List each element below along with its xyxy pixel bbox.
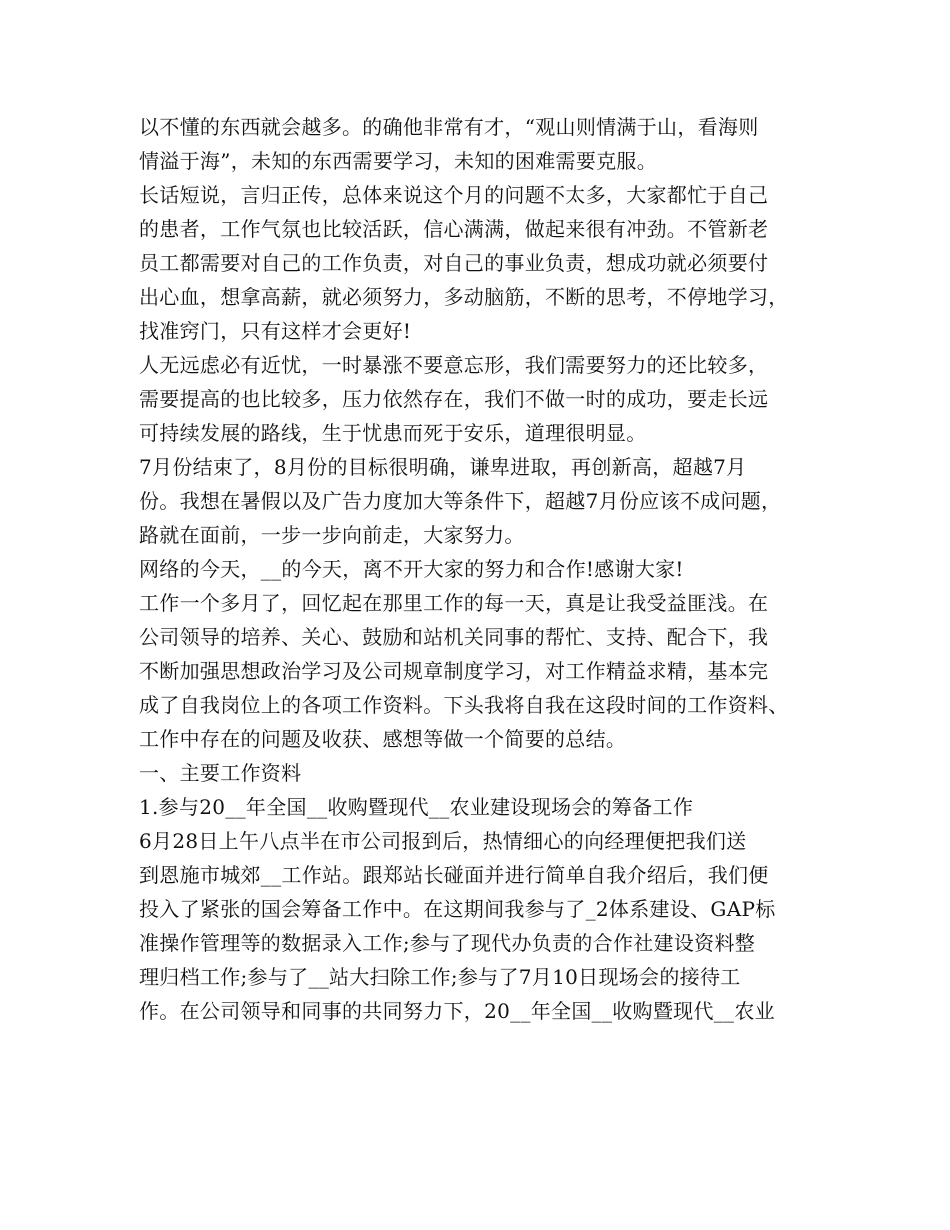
text-line: 准操作管理等的数据录入工作;参与了现代办负责的合作社建设资料整 (139, 931, 756, 955)
text-line: 不断加强思想政治学习及公司规章制度学习，对工作精益求精，基本完 (139, 659, 769, 683)
text-line: 出心血，想拿高薪，就必须努力，多动脑筋，不断的思考，不停地学习， (139, 285, 789, 309)
text-line: 网络的今天，__的今天，离不开大家的努力和合作!感谢大家! (139, 557, 684, 581)
text-line: 工作中存在的问题及收获、感想等做一个简要的总结。 (139, 727, 627, 751)
text-line: 员工都需要对自己的工作负责，对自己的事业负责，想成功就必须要付 (139, 251, 769, 275)
text-line: 可持续发展的路线，生于忧患而死于安乐，道理很明显。 (139, 421, 647, 445)
text-line: 人无远虑必有近忧，一时暴涨不要意忘形，我们需要努力的还比较多， (139, 353, 769, 377)
subsection-heading: 1.参与20__年全国__收购暨现代__农业建设现场会的筹备工作 (139, 795, 694, 819)
text-line: 工作一个多月了，回忆起在那里工作的每一天，真是让我受益匪浅。在 (139, 591, 769, 615)
section-heading: 一、主要工作资料 (139, 761, 302, 785)
text-line: 长话短说，言归正传，总体来说这个月的问题不太多，大家都忙于自己 (139, 183, 769, 207)
text-line: 情溢于海”，未知的东西需要学习，未知的困难需要克服。 (139, 149, 658, 173)
text-line: 7月份结束了，8月份的目标很明确，谦卑进取，再创新高，超越7月 (139, 455, 747, 479)
text-line: 理归档工作;参与了__站大扫除工作;参与了7月10日现场会的接待工 (139, 965, 741, 989)
text-line: 到恩施市城郊__工作站。跟郑站长碰面并进行简单自我介绍后，我们便 (139, 863, 769, 887)
document-body (139, 110, 839, 1028)
text-line: 找准窍门，只有这样才会更好! (139, 319, 412, 343)
text-line: 以不懂的东西就会越多。的确他非常有才，“观山则情满于山，看海则 (139, 115, 759, 139)
text-line: 6月28日上午八点半在市公司报到后，热情细心的向经理便把我们送 (139, 829, 747, 853)
text-line: 投入了紧张的国会筹备工作中。在这期间我参与了_2体系建设、GAP标 (139, 897, 776, 921)
text-line: 的患者，工作气氛也比较活跃，信心满满，做起来很有冲劲。不管新老 (139, 217, 769, 241)
text-line: 路就在面前，一步一步向前走，大家努力。 (139, 523, 525, 547)
text-line: 成了自我岗位上的各项工作资料。下头我将自我在这段时间的工作资料、 (139, 693, 789, 717)
text-line: 公司领导的培养、关心、鼓励和站机关同事的帮忙、支持、配合下，我 (139, 625, 769, 649)
text-line: 份。我想在暑假以及广告力度加大等条件下，超越7月份应该不成问题， (139, 489, 782, 513)
text-line: 需要提高的也比较多，压力依然存在，我们不做一时的成功，要走长远 (139, 387, 769, 411)
text-line: 作。在公司领导和同事的共同努力下，20__年全国__收购暨现代__农业 (139, 999, 775, 1023)
